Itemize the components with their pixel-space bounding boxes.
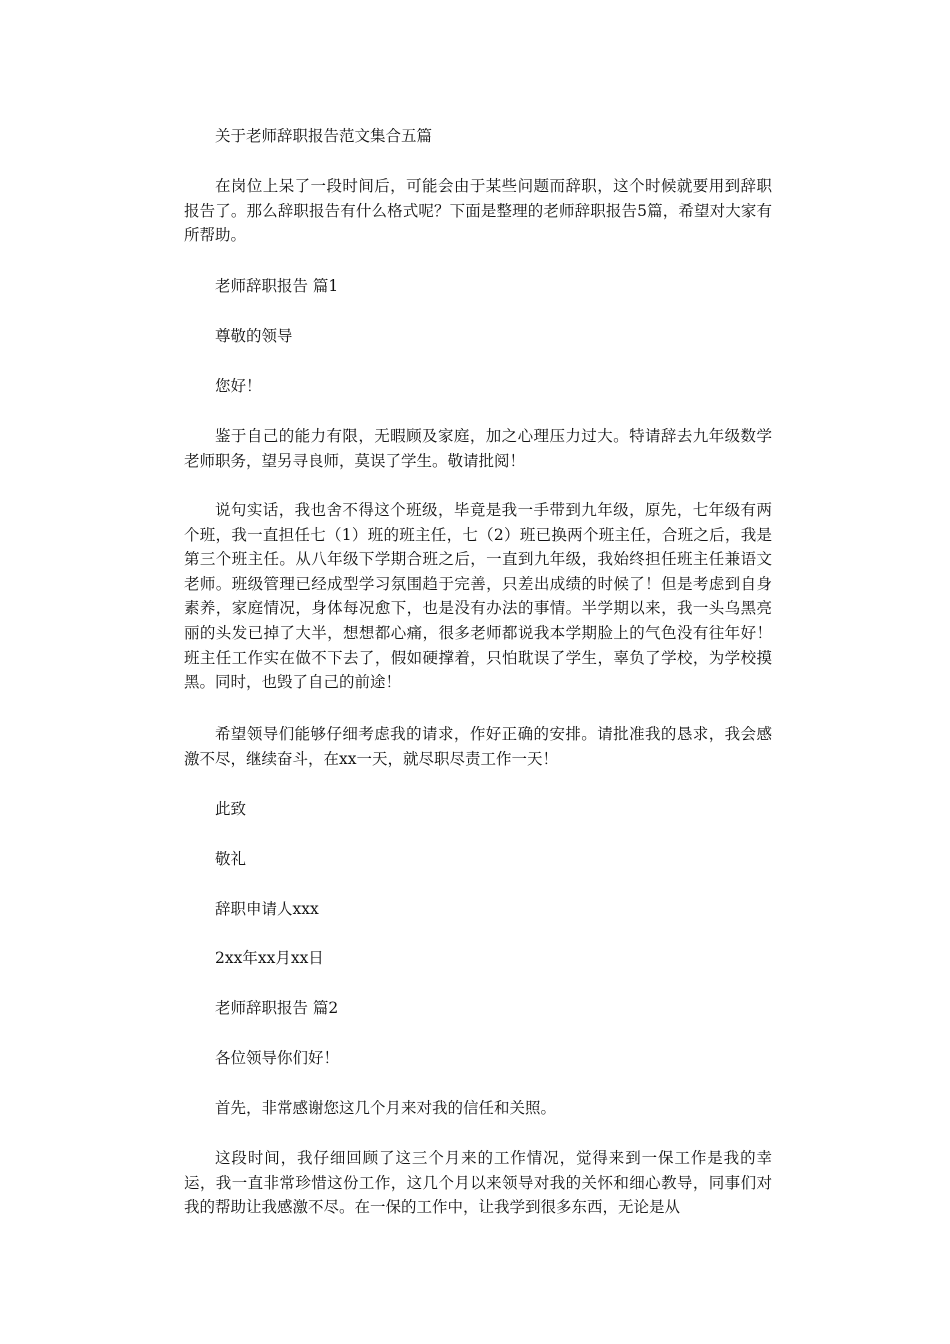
article-1-signature: 辞职申请人xxx <box>215 900 319 918</box>
article-1-paragraph-1: 鉴于自己的能力有限，无暇顾及家庭，加之心理压力过大。特请辞去九年级数学老师职务，望另寻良师，莫误了学生。敬请批阅！ <box>184 427 772 470</box>
article-1-greeting: 您好！ <box>215 377 262 395</box>
article-1-paragraph-2: 说句实话，我也舍不得这个班级，毕竟是我一手带到九年级，原先，七年级有两个班，我一直担任七（1）班的班主任，七（2）班已换两个班主任，合班之后，我是第三个班主任。从八年级下学期合班之后，一直到九年级，我始终担任班主任兼语文老师。班级管理已经成型学习氛围趋于完善，只差出成绩的时候了！但是考虑到自身素养，家庭情况，身体每况愈下，也是没有办法的事情。半学期以来，我一头乌黑亮丽的头发已掉了大半，想想都心痛，很多老师都说我本学期脸上的气色没有往年好！班主任工作实在做不下去了，假如硬撑着，只怕耽误了学生，辜负了学校，为学校摸黑。同时，也毁了自己的前途！ <box>184 501 772 692</box>
article-2-paragraph-1: 首先，非常感谢您这几个月来对我的信任和关照。 <box>215 1099 557 1117</box>
article-2-heading: 老师辞职报告 篇2 <box>215 999 339 1017</box>
article-1-closing-1: 此致 <box>215 800 247 818</box>
document-title: 关于老师辞职报告范文集合五篇 <box>215 127 433 145</box>
article-1-closing-2: 敬礼 <box>215 850 247 868</box>
article-1-date: 2xx年xx月xx日 <box>215 949 324 967</box>
article-1-heading: 老师辞职报告 篇1 <box>215 277 339 295</box>
intro-paragraph: 在岗位上呆了一段时间后，可能会由于某些问题而辞职，这个时候就要用到辞职报告了。那么辞职报告有什么格式呢？下面是整理的老师辞职报告5篇，希望对大家有所帮助。 <box>184 177 772 245</box>
article-2-greeting: 各位领导你们好！ <box>215 1049 340 1067</box>
article-1-paragraph-3: 希望领导们能够仔细考虑我的请求，作好正确的安排。请批准我的恳求，我会感激不尽，继续奋斗，在xx一天，就尽职尽责工作一天！ <box>184 725 772 768</box>
article-1-salutation: 尊敬的领导 <box>215 327 293 345</box>
article-2-paragraph-2: 这段时间，我仔细回顾了这三个月来的工作情况，觉得来到一保工作是我的幸运，我一直非常珍惜这份工作，这几个月以来领导对我的关怀和细心教导，同事们对我的帮助让我感激不尽。在一保的工作中，让我学到很多东西，无论是从 <box>184 1149 772 1217</box>
